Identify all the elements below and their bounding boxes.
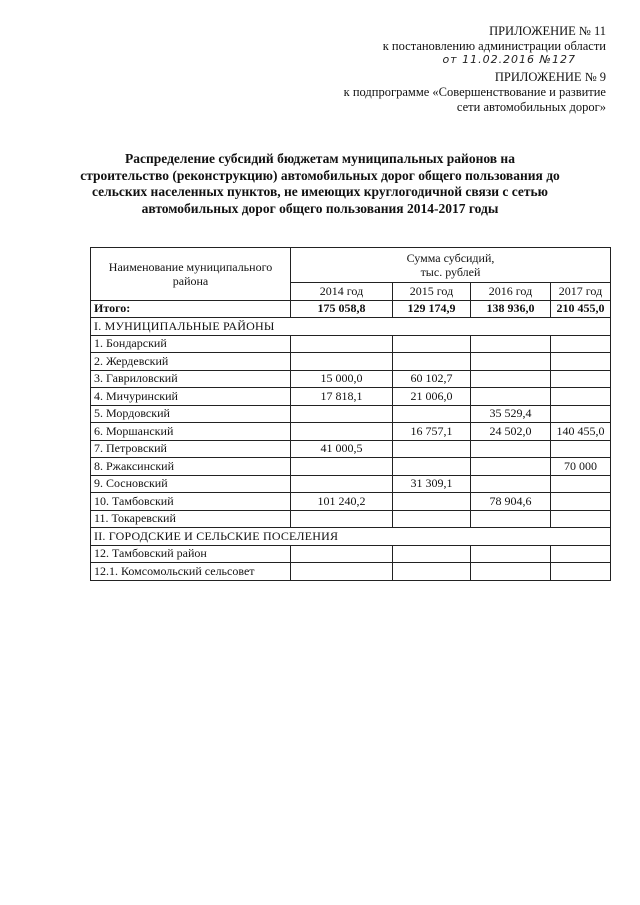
subsidy-value <box>471 510 551 528</box>
subsidy-value <box>551 388 611 406</box>
subsidy-value <box>551 405 611 423</box>
subsidy-value <box>551 353 611 371</box>
subsidy-value: 35 529,4 <box>471 405 551 423</box>
year-header: 2015 год <box>393 283 471 301</box>
subsidy-value <box>393 563 471 581</box>
district-name: 6. Моршанский <box>91 423 291 441</box>
appendix-9-subtitle-line1: к подпрограмме «Совершенствование и развитие <box>343 85 606 99</box>
year-header: 2016 год <box>471 283 551 301</box>
subsidy-value <box>291 405 393 423</box>
subsidy-table <box>90 247 611 581</box>
subsidy-value <box>551 475 611 493</box>
table-row <box>91 510 611 528</box>
subsidy-value <box>551 510 611 528</box>
column-header-name: Наименование муниципального района <box>91 248 291 301</box>
subsidy-value: 24 502,0 <box>471 423 551 441</box>
table-row <box>91 335 611 353</box>
table-row <box>91 563 611 581</box>
subsidy-value <box>471 440 551 458</box>
year-header: 2017 год <box>551 283 611 301</box>
handwritten-date-number: от 11.02.2016 №127 <box>442 53 576 66</box>
subsidy-value: 41 000,5 <box>291 440 393 458</box>
sum-header-line1: Сумма субсидий, <box>406 251 495 265</box>
appendix-9-header <box>344 70 606 115</box>
subsidy-value: 70 000 <box>551 458 611 476</box>
subsidy-value <box>291 353 393 371</box>
district-name: 3. Гавриловский <box>91 370 291 388</box>
subsidy-value <box>393 493 471 511</box>
table-row <box>91 475 611 493</box>
subsidy-value <box>551 563 611 581</box>
appendix-9-subtitle-line2: сети автомобильных дорог» <box>456 100 606 114</box>
subsidy-value: 15 000,0 <box>291 370 393 388</box>
subsidy-value <box>393 405 471 423</box>
district-name: 12.1. Комсомольский сельсовет <box>91 563 291 581</box>
district-name: 2. Жердевский <box>91 353 291 371</box>
appendix-11-header <box>383 24 606 66</box>
document-title: Распределение субсидий бюджетам муниципальных районов на строительство (реконструкцию) автомобильных дорог общего пользования до сельских населенных пунктов, не имеющих круглогодичной связи с сетью автомобильных дорог общего пользования 2014-2017 годы <box>80 151 560 216</box>
subsidy-value: 31 309,1 <box>393 475 471 493</box>
district-name: 1. Бондарский <box>91 335 291 353</box>
subsidy-value: 78 904,6 <box>471 493 551 511</box>
subsidy-value <box>291 510 393 528</box>
subsidy-value <box>471 388 551 406</box>
subsidy-value: 21 006,0 <box>393 388 471 406</box>
subsidy-value <box>291 335 393 353</box>
total-value: 175 058,8 <box>291 300 393 318</box>
subsidy-value <box>471 353 551 371</box>
appendix-11-subtitle: к постановлению администрации области <box>382 39 606 53</box>
table-row <box>91 423 611 441</box>
subsidy-value <box>393 458 471 476</box>
district-name: 7. Петровский <box>91 440 291 458</box>
year-header: 2014 год <box>291 283 393 301</box>
subsidy-value: 101 240,2 <box>291 493 393 511</box>
subsidy-value: 60 102,7 <box>393 370 471 388</box>
subsidy-value <box>471 475 551 493</box>
subsidy-value <box>291 563 393 581</box>
table-row <box>91 545 611 563</box>
table-row <box>91 353 611 371</box>
appendix-11-title: ПРИЛОЖЕНИЕ № 11 <box>489 24 606 38</box>
total-value: 129 174,9 <box>393 300 471 318</box>
table-row <box>91 388 611 406</box>
subsidy-value <box>291 545 393 563</box>
section-heading: I. МУНИЦИПАЛЬНЫЕ РАЙОНЫ <box>91 318 611 336</box>
subsidy-value <box>393 335 471 353</box>
total-value: 210 455,0 <box>551 300 611 318</box>
table-row <box>91 440 611 458</box>
table-row <box>91 405 611 423</box>
subsidy-value <box>551 545 611 563</box>
table-header-row <box>91 248 611 283</box>
table-row <box>91 493 611 511</box>
subsidy-value <box>471 563 551 581</box>
column-header-sum <box>291 248 611 283</box>
subsidy-value: 16 757,1 <box>393 423 471 441</box>
district-name: 11. Токаревский <box>91 510 291 528</box>
section-heading: II. ГОРОДСКИЕ И СЕЛЬСКИЕ ПОСЕЛЕНИЯ <box>91 528 611 546</box>
total-value: 138 936,0 <box>471 300 551 318</box>
subsidy-value <box>551 493 611 511</box>
subsidy-value <box>291 423 393 441</box>
subsidy-value <box>551 370 611 388</box>
district-name: 4. Мичуринский <box>91 388 291 406</box>
total-label: Итого: <box>91 300 291 318</box>
subsidy-value <box>291 475 393 493</box>
subsidy-value <box>393 440 471 458</box>
subsidy-value <box>393 510 471 528</box>
appendix-9-title: ПРИЛОЖЕНИЕ № 9 <box>494 70 606 84</box>
subsidy-value <box>471 545 551 563</box>
subsidy-value <box>291 458 393 476</box>
district-name: 9. Сосновский <box>91 475 291 493</box>
subsidy-value: 17 818,1 <box>291 388 393 406</box>
subsidy-value <box>393 353 471 371</box>
sum-header-line2: тыс. рублей <box>420 265 481 279</box>
district-name: 8. Ржаксинский <box>91 458 291 476</box>
district-name: 5. Мордовский <box>91 405 291 423</box>
subsidy-value <box>393 545 471 563</box>
subsidy-value <box>471 335 551 353</box>
subsidy-value <box>471 370 551 388</box>
district-name: 10. Тамбовский <box>91 493 291 511</box>
subsidy-value <box>551 440 611 458</box>
total-row <box>91 300 611 318</box>
table-row <box>91 370 611 388</box>
section-row <box>91 528 611 546</box>
table-row <box>91 458 611 476</box>
subsidy-value <box>471 458 551 476</box>
section-row <box>91 318 611 336</box>
district-name: 12. Тамбовский район <box>91 545 291 563</box>
subsidy-value: 140 455,0 <box>551 423 611 441</box>
subsidy-value <box>551 335 611 353</box>
